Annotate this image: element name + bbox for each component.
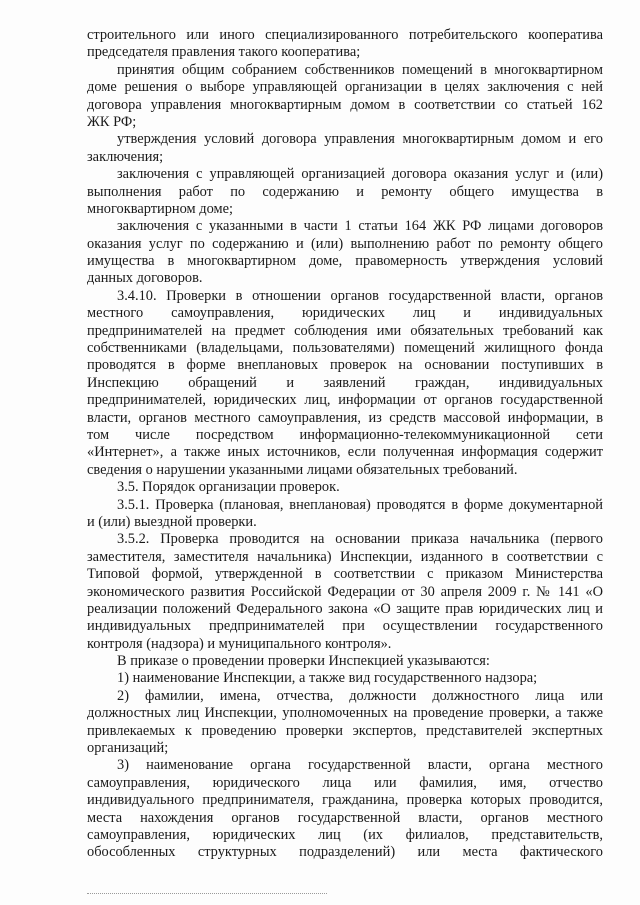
text-line: самоуправления, юридических лиц (их филиалов, представительств, (87, 826, 603, 843)
text-line: места нахождения органов государственной власти, органов местного (87, 809, 603, 826)
text-line: власти, органов местного самоуправления, из средств массовой информации, в (87, 409, 603, 426)
text-line: самоуправления, юридического лица или фамилия, имя, отчество (87, 774, 603, 791)
text-line: «Интернет», а также иных источников, если полученная информация содержит (87, 444, 603, 461)
text-line: контроля (надзора) и муниципального контроля». (87, 635, 392, 652)
text-line: Типовой формой, утвержденной в соответствии с приказом Министерства (87, 566, 603, 583)
text-line: 2) фамилии, имена, отчества, должности должностного лица или (117, 687, 603, 704)
document-body (87, 27, 603, 862)
text-line: многоквартирном доме; (87, 200, 233, 217)
text-line: обособленных структурных подразделений) или места фактического (87, 844, 603, 861)
text-line: В приказе о проведении проверки Инспекцией указываются: (117, 653, 490, 670)
text-line: выполнения работ по содержанию и ремонту общего имущества в (87, 183, 603, 200)
text-line: должностных лиц Инспекции, уполномоченных на проведение проверки, а также (87, 705, 603, 722)
text-line: индивидуальных предпринимателей при осуществлении государственного (87, 618, 603, 635)
text-line: имущества в многоквартирном доме, правомерность утверждения условий (87, 253, 603, 270)
text-line: оказания услуг по содержанию и (или) выполнению работ по ремонту общего (87, 235, 603, 252)
text-line: Инспекцию обращений и заявлений граждан, индивидуальных (87, 374, 603, 391)
text-line: реализации положений Федерального закона «О защите прав юридических лиц и (87, 600, 603, 617)
text-line: местного самоуправления, юридических лиц и индивидуальных (87, 305, 603, 322)
text-line: предпринимателей, юридических лиц, информации от органов государственной (87, 392, 603, 409)
text-line: договора управления многоквартирным домом в соответствии со статьей 162 (87, 96, 603, 113)
text-line: 3.4.10. Проверки в отношении органов государственной власти, органов (117, 287, 603, 304)
text-line: доме решения о выборе управляющей организации в целях заключения с ней (87, 79, 603, 96)
text-line: 3.5.2. Проверка проводится на основании приказа начальника (первого (117, 531, 603, 548)
text-line: собственниками (владельцами, пользователями) помещений жилищного фонда (87, 340, 603, 357)
page-bottom-rule (87, 893, 327, 894)
text-line: организаций; (87, 740, 169, 757)
text-line: сведения о нарушении указанными лицами обязательных требований. (87, 461, 518, 478)
text-line: заместителя, заместителя начальника) Инспекции, изданного в соответствии с (87, 548, 603, 565)
text-line: ЖК РФ; (87, 113, 137, 130)
text-line: 1) наименование Инспекции, а также вид государственного надзора; (117, 670, 538, 687)
text-line: заключения с указанными в части 1 статьи 164 ЖК РФ лицами договоров (117, 218, 603, 235)
text-line: строительного или иного специализированного потребительского кооператива (87, 27, 603, 43)
text-line: том числе посредством информационно-телекоммуникационной сети (87, 426, 603, 443)
text-line: утверждения условий договора управления многоквартирным домом и его (117, 131, 603, 148)
text-line: проводятся в форме внеплановых проверок на основании поступивших в (87, 357, 603, 374)
text-line: 3.5.1. Проверка (плановая, внеплановая) проводятся в форме документарной (117, 496, 603, 513)
text-line: заключения с управляющей организацией договора оказания услуг и (или) (117, 166, 603, 183)
text-line: экономического развития Российской Федерации от 30 апреля 2009 г. № 141 «О (87, 583, 603, 600)
text-line: 3) наименование органа государственной власти, органа местного (117, 757, 603, 774)
text-line: заключения; (87, 148, 164, 165)
text-line: данных договоров. (87, 270, 203, 287)
text-line: индивидуального предпринимателя, гражданина, проверка которых проводится, (87, 792, 603, 809)
text-line: и (или) выездной проверки. (87, 513, 257, 530)
text-line: принятия общим собранием собственников помещений в многоквартирном (117, 61, 603, 78)
text-line: 3.5. Порядок организации проверок. (117, 479, 340, 496)
text-line: предпринимателей на предмет соблюдения ими обязательных требований как (87, 322, 603, 339)
text-line: привлекаемых к проведению проверки экспертов, представителей экспертных (87, 722, 603, 739)
text-line: председателя правления такого кооператива; (87, 44, 361, 61)
